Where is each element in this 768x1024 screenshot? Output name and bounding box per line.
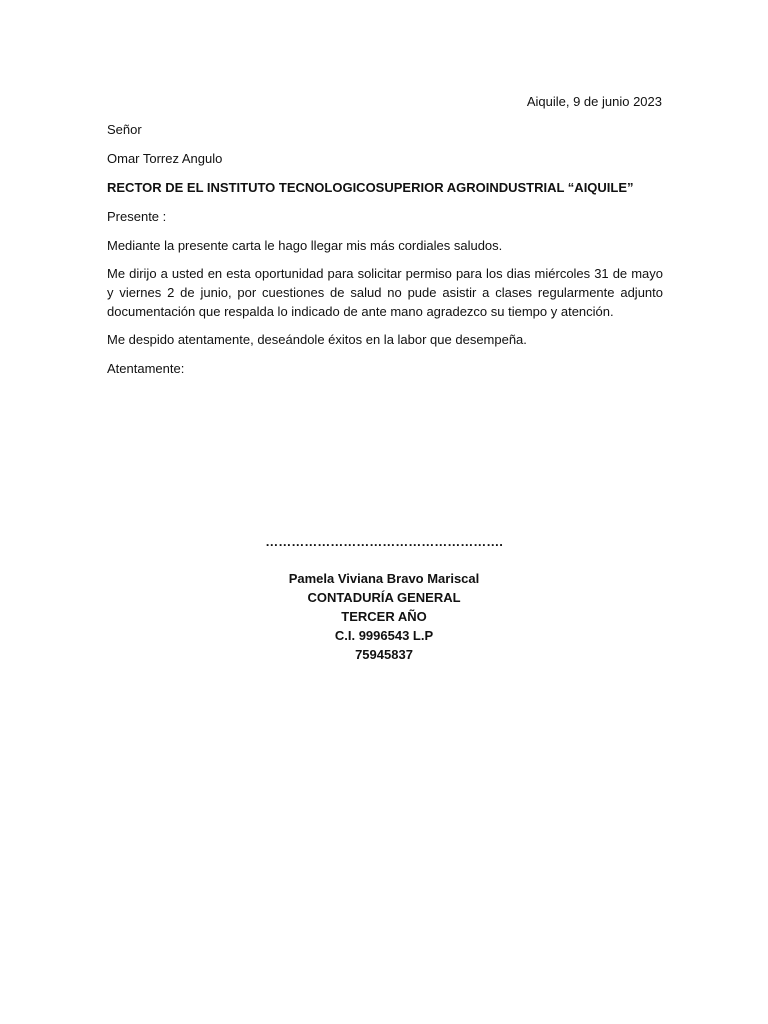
signer-phone: 75945837 — [355, 647, 413, 662]
paragraph-request: Me dirijo a usted en esta oportunidad para solicitar permiso para los dias miércoles 31 de mayo y viernes 2 de junio, por cuestiones de salud no pude asistir a clases regularmente adjunto documentación que respalda lo indicado de ante mano agradezco su tiempo y atención. — [107, 266, 663, 319]
closing-line: Atentamente: — [107, 361, 185, 376]
presente-line: Presente : — [107, 209, 167, 224]
salutation: Señor — [107, 122, 142, 137]
signature-line: ………………………………………………. — [265, 534, 503, 549]
signer-year: TERCER AÑO — [341, 609, 427, 624]
signer-ci: C.I. 9996543 L.P — [334, 628, 434, 643]
recipient-name: Omar Torrez Angulo — [107, 151, 223, 166]
signer-name: Pamela Viviana Bravo Mariscal — [288, 571, 480, 586]
paragraph-greeting: Mediante la presente carta le hago llegar mis más cordiales saludos. — [107, 238, 503, 253]
recipient-title: RECTOR DE EL INSTITUTO TECNOLOGICOSUPERIOR AGROINDUSTRIAL “AIQUILE” — [107, 180, 634, 195]
paragraph-farewell: Me despido atentamente, deseándole éxitos en la labor que desempeña. — [107, 332, 527, 347]
signature-block — [234, 532, 534, 664]
signer-career: CONTADURÍA GENERAL — [307, 590, 461, 605]
letter-date: Aiquile, 9 de junio 2023 — [526, 94, 662, 109]
